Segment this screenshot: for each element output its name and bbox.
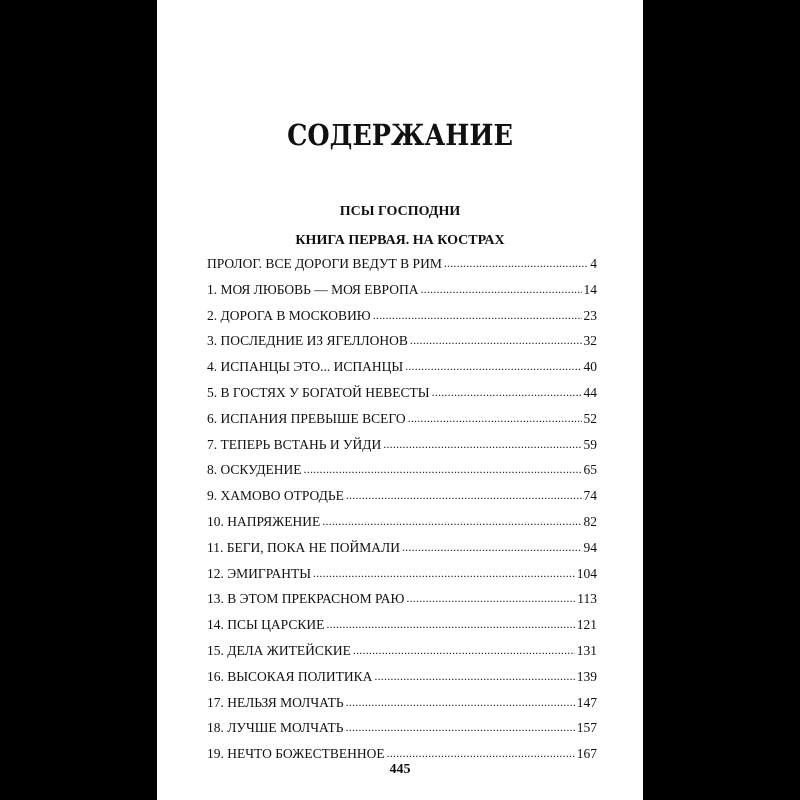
toc-title: СОДЕРЖАНИЕ xyxy=(287,118,513,152)
toc-entry-label: 8. ОСКУДЕНИЕ xyxy=(207,462,302,478)
toc-entry-page: 74 xyxy=(583,488,597,504)
toc-entry xyxy=(207,669,597,695)
toc-entry-page: 113 xyxy=(577,591,597,607)
toc-entry-leader xyxy=(410,332,582,348)
toc-entry-leader xyxy=(374,668,574,684)
toc-entry-leader xyxy=(346,694,575,710)
toc-entry-page: 52 xyxy=(583,410,597,426)
toc-entry-label: 16. ВЫСОКАЯ ПОЛИТИКА xyxy=(207,668,373,684)
toc-entry-label: 5. В ГОСТЯХ У БОГАТОЙ НЕВЕСТЫ xyxy=(207,384,430,400)
toc-entry-label: 1. МОЯ ЛЮБОВЬ — МОЯ ЕВРОПА xyxy=(207,281,419,297)
toc-entry-label: 7. ТЕПЕРЬ ВСТАНЬ И УЙДИ xyxy=(207,436,382,452)
book-page xyxy=(157,0,643,800)
toc-entry-page: 139 xyxy=(576,668,597,684)
toc-entry xyxy=(207,385,597,411)
toc-entry-label: 11. БЕГИ, ПОКА НЕ ПОЙМАЛИ xyxy=(207,539,400,555)
toc-entry-label: 2. ДОРОГА В МОСКОВИЮ xyxy=(207,307,371,323)
toc-entry-label: 19. НЕЧТО БОЖЕСТВЕННОЕ xyxy=(207,746,385,762)
toc-entry xyxy=(207,566,597,592)
toc-entry xyxy=(207,411,597,437)
section-title: ПСЫ ГОСПОДНИ xyxy=(339,204,461,219)
toc-entry-leader xyxy=(406,590,575,606)
toc-entry-page: 40 xyxy=(583,359,597,375)
toc-entry xyxy=(207,695,597,721)
toc-entry-page: 4 xyxy=(590,256,597,271)
toc-entry-page: 82 xyxy=(583,513,597,529)
toc-entry-leader xyxy=(373,307,582,323)
toc-entry-label: 14. ПСЫ ЦАРСКИЕ xyxy=(207,617,325,633)
toc-entry xyxy=(207,462,597,488)
toc-entry-page: 147 xyxy=(576,694,597,710)
toc-entry-leader xyxy=(387,745,575,761)
toc-entry-page: 121 xyxy=(576,617,597,633)
toc-entry xyxy=(207,308,597,334)
toc-entry-page: 32 xyxy=(583,333,597,349)
toc-entry xyxy=(207,591,597,617)
book-title: КНИГА ПЕРВАЯ. НА КОСТРАХ xyxy=(295,233,505,248)
toc-entry-label: 15. ДЕЛА ЖИТЕЙСКИЕ xyxy=(207,642,351,658)
toc-entry xyxy=(207,514,597,540)
toc-entry-leader xyxy=(353,642,575,658)
toc-entry-leader xyxy=(405,358,581,374)
toc-entry-page: 94 xyxy=(583,539,597,555)
toc-entry-page: 59 xyxy=(583,436,597,452)
toc-entry-page: 14 xyxy=(583,281,597,297)
toc-entry-leader xyxy=(420,281,581,297)
toc-entry-label: 10. НАПРЯЖЕНИЕ xyxy=(207,513,321,529)
toc-entry xyxy=(207,282,597,308)
toc-entry-page: 44 xyxy=(583,384,597,400)
toc-entry-leader xyxy=(444,255,588,271)
toc-entry-page: 131 xyxy=(576,642,597,658)
toc-entry xyxy=(207,540,597,566)
toc-entry-leader xyxy=(383,436,581,452)
toc-entry-leader xyxy=(346,719,575,735)
toc-entry-leader xyxy=(432,384,582,400)
toc-entry xyxy=(207,437,597,463)
toc-entry-leader xyxy=(346,487,582,503)
toc-entry-label: 9. ХАМОВО ОТРОДЬЕ xyxy=(207,488,344,504)
toc-entry xyxy=(207,359,597,385)
toc-entry-page: 157 xyxy=(576,720,597,736)
toc-entry-page: 104 xyxy=(576,565,597,581)
toc-entry-label: 12. ЭМИГРАНТЫ xyxy=(207,565,312,581)
toc-entry xyxy=(207,333,597,359)
toc-entry-label: 6. ИСПАНИЯ ПРЕВЫШЕ ВСЕГО xyxy=(207,410,406,426)
toc-entry xyxy=(207,256,597,282)
toc-entry xyxy=(207,617,597,643)
toc-entry-label: 13. В ЭТОМ ПРЕКРАСНОМ РАЮ xyxy=(207,591,405,607)
toc-entry-label: ПРОЛОГ. ВСЕ ДОРОГИ ВЕДУТ В РИМ xyxy=(207,256,442,271)
toc-entry-label: 3. ПОСЛЕДНИЕ ИЗ ЯГЕЛЛОНОВ xyxy=(207,333,408,349)
toc-entry-leader xyxy=(402,539,582,555)
toc-entry xyxy=(207,643,597,669)
toc-entry-page: 23 xyxy=(583,307,597,323)
toc-entry-page: 65 xyxy=(583,462,597,478)
toc-entries xyxy=(207,256,597,772)
page-number: 445 xyxy=(389,762,411,777)
toc-entry-label: 18. ЛУЧШЕ МОЛЧАТЬ xyxy=(207,720,344,736)
toc-entry-label: 4. ИСПАНЦЫ ЭТО... ИСПАНЦЫ xyxy=(207,359,404,375)
toc-entry-leader xyxy=(304,461,582,477)
toc-entry-page: 167 xyxy=(576,746,597,762)
toc-entry-leader xyxy=(326,616,574,632)
toc-entry xyxy=(207,488,597,514)
toc-entry-label: 17. НЕЛЬЗЯ МОЛЧАТЬ xyxy=(207,694,344,710)
toc-entry-leader xyxy=(322,513,581,529)
toc-entry-leader xyxy=(408,410,582,426)
toc-entry xyxy=(207,720,597,746)
toc-entry-leader xyxy=(313,565,575,581)
